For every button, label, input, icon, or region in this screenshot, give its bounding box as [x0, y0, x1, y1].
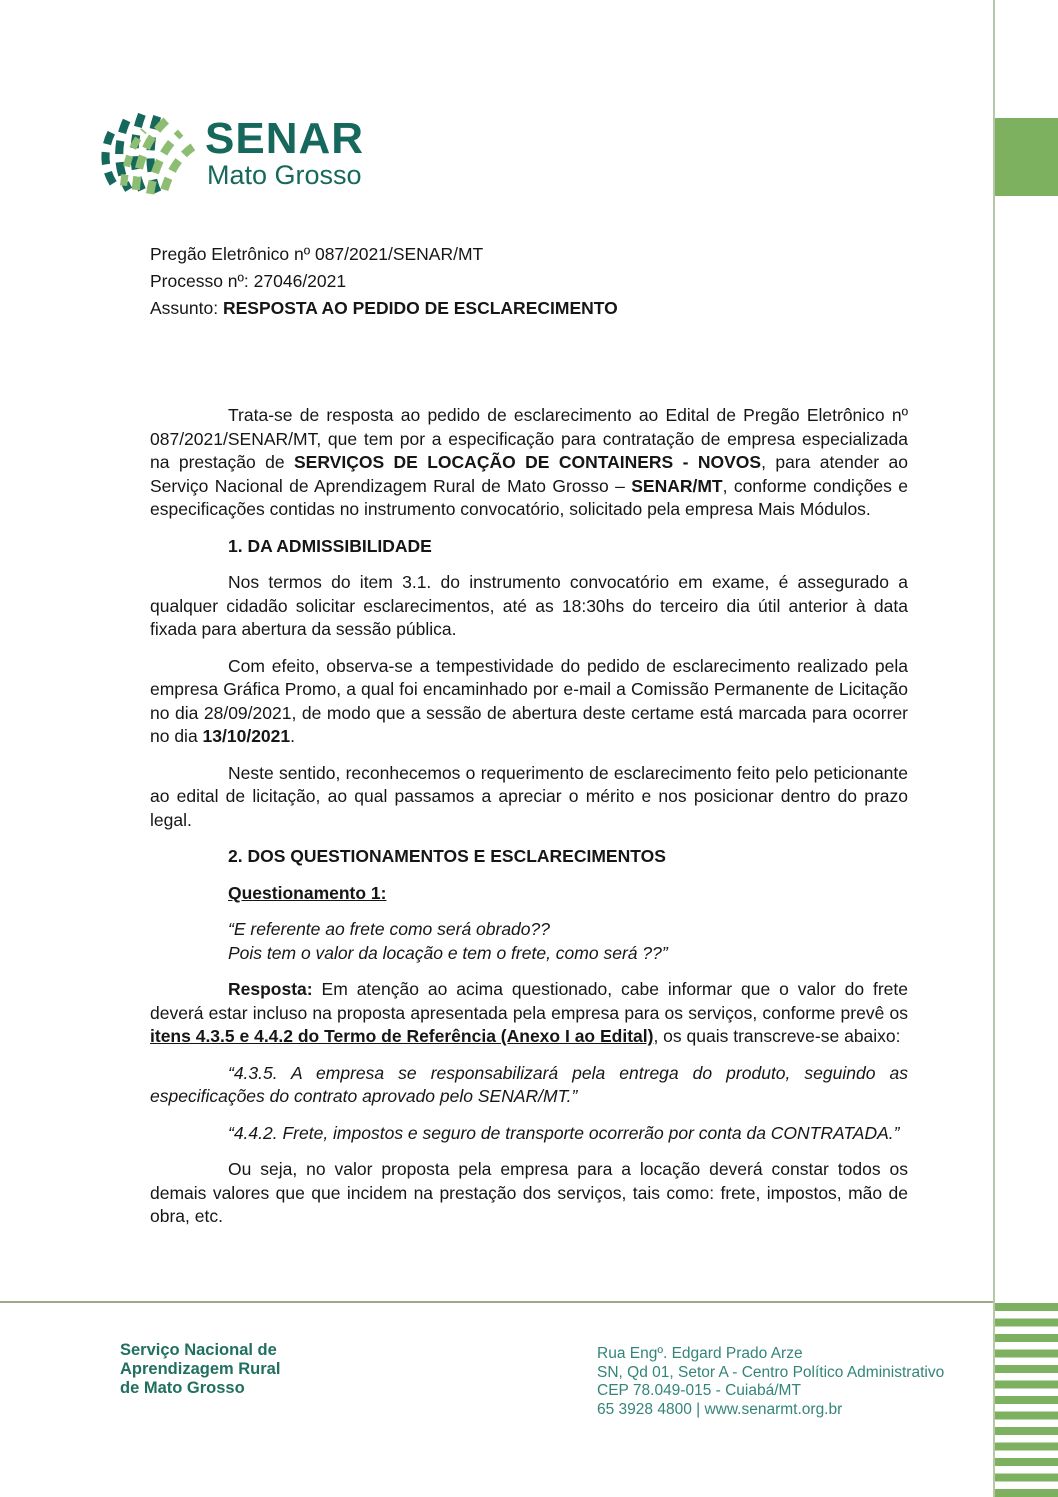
subject-label: Assunto: — [150, 298, 223, 318]
paragraph — [150, 404, 908, 522]
text-segment: itens 4.3.5 e 4.4.2 do Termo de Referência (Anexo I ao Edital) — [150, 1026, 654, 1046]
paragraph — [150, 1158, 908, 1229]
quotation — [150, 1062, 908, 1109]
subject-line — [150, 295, 618, 322]
senar-logo-icon — [95, 104, 197, 196]
procurement-number: Pregão Eletrônico nº 087/2021/SENAR/MT — [150, 244, 484, 264]
text-segment: SERVIÇOS DE LOCAÇÃO DE CONTAINERS - NOVOS — [294, 452, 762, 472]
text-segment: , os quais transcreve-se abaixo: — [653, 1026, 901, 1046]
footer-separator-line — [0, 1301, 993, 1303]
footer-address-line: Rua Engº. Edgard Prado Arze — [597, 1345, 803, 1362]
quotation — [150, 1122, 908, 1146]
footer-org-line: de Mato Grosso — [120, 1379, 245, 1397]
text-segment: 2. DOS QUESTIONAMENTOS E ESCLARECIMENTOS — [228, 846, 666, 866]
text-segment: , para atender ao Serviço Nacional de Aprendizagem Rural de Mato Grosso – — [150, 452, 908, 496]
text-segment: Neste sentido, reconhecemos o requerimento de esclarecimento feito pelo peticionante ao edital de licitação, ao qual passamos a apreciar o mérito e nos posicionar dentro do prazo legal. — [150, 762, 908, 830]
reference-block — [150, 241, 618, 322]
subject-value: RESPOSTA AO PEDIDO DE ESCLARECIMENTO — [222, 298, 618, 318]
quotation — [228, 918, 908, 965]
quotation-line: “E referente ao frete como será obrado?? — [228, 919, 550, 939]
paragraph — [150, 762, 908, 833]
text-segment: Em atenção ao acima questionado, cabe informar que o valor do frete deverá estar incluso na proposta apresentada pela empresa para os serviços, conforme prevê os — [150, 979, 908, 1023]
paragraph — [150, 978, 908, 1049]
footer-address-line: SN, Qd 01, Setor A - Centro Político Administrativo — [597, 1363, 945, 1381]
text-segment: Com efeito, observa-se a tempestividade do pedido de esclarecimento realizado pela empresa Gráfica Promo, a qual foi encaminhado por e-mail a Comissão Permanente de Licitação no dia 28/09/2021, de modo que a sessão de abertura deste certame está marcada para ocorrer no dia — [150, 655, 908, 746]
logo-brand-text: SENAR — [205, 114, 365, 163]
right-vertical-rule — [993, 0, 995, 1497]
text-segment: SENAR/MT — [631, 475, 723, 496]
footer-address-line: 65 3928 4800 | www.senarmt.org.br — [597, 1401, 843, 1419]
text-segment: Trata-se de resposta ao pedido de esclarecimento ao Edital de Pregão Eletrônico nº 087/2021/SENAR/MT, que tem por a especificação para contratação de empresa especializada na prestação de — [150, 405, 908, 472]
text-segment: Resposta: — [228, 979, 313, 999]
quotation-line: Pois tem o valor da locação e tem o frete, como será ??” — [228, 942, 668, 963]
footer-org-line: Serviço Nacional de — [120, 1341, 277, 1359]
footer-address — [597, 1345, 944, 1420]
footer-org-line: Aprendizagem Rural — [120, 1360, 281, 1378]
text-segment: . — [290, 726, 296, 746]
green-accent-square — [995, 118, 1058, 196]
text-segment: , conforme condições e especificações contidas no instrumento convocatório, solicitado pela empresa Mais Módulos. — [150, 475, 908, 519]
section-heading — [150, 535, 908, 559]
text-segment: 13/10/2021 — [202, 726, 291, 746]
section-heading — [150, 845, 908, 869]
section-heading — [150, 882, 908, 906]
footer-organization — [120, 1341, 280, 1398]
paragraph — [150, 655, 908, 749]
text-segment: Questionamento 1: — [228, 882, 387, 903]
paragraph — [150, 571, 908, 642]
text-segment: 1. DA ADMISSIBILIDADE — [228, 535, 432, 556]
document-body — [150, 404, 908, 1242]
text-segment: Ou seja, no valor proposta pela empresa para a locação deverá constar todos os demais valores que que incidem na prestação dos serviços, tais como: frete, impostos, mão de obra, etc. — [150, 1159, 908, 1226]
footer-address-line: CEP 78.049-015 - Cuiabá/MT — [597, 1382, 801, 1400]
process-number: Processo nº: 27046/2021 — [150, 271, 347, 291]
logo-region-text: Mato Grosso — [207, 160, 362, 190]
green-stripe-block — [995, 1303, 1058, 1497]
text-segment: “4.3.5. A empresa se responsabilizará pela entrega do produto, seguindo as especificações do contrato aprovado pelo SENAR/MT.” — [150, 1062, 908, 1106]
text-segment: Nos termos do item 3.1. do instrumento convocatório em exame, é assegurado a qualquer cidadão solicitar esclarecimentos, até as 18:30hs do terceiro dia útil anterior à data fixada para abertura da sessão pública. — [150, 572, 908, 639]
text-segment: “4.4.2. Frete, impostos e seguro de transporte ocorrerão por conta da CONTRATADA.” — [228, 1122, 900, 1143]
